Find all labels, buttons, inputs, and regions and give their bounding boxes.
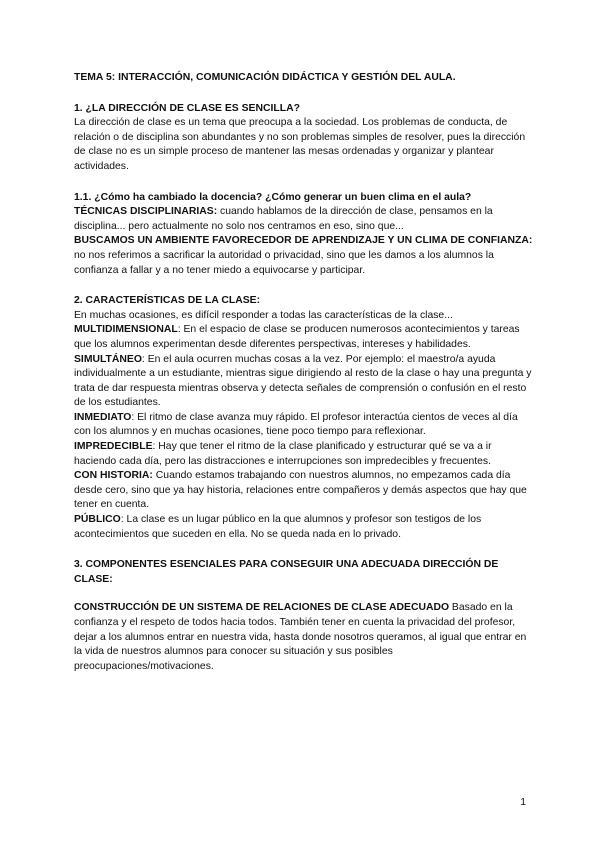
term-label: INMEDIATO: [74, 411, 132, 423]
term-text: : La clase es un lugar público en la que alumnos y profesor son testigos de los acontecimientos que suceden en ella. No se queda nada en lo privado.: [74, 514, 482, 540]
term-label: BUSCAMOS UN AMBIENTE FAVORECEDOR DE APRENDIZAJE Y UN CLIMA DE CONFIANZA:: [74, 235, 533, 247]
term-label: MULTIDIMENSIONAL: [74, 324, 178, 336]
section-3-paragraph-1: [74, 601, 534, 674]
section-1-body: La dirección de clase es un tema que preocupa a la sociedad. Los problemas de conducta, de relación o de disciplina son abundantes y no son problemas simples de resolver, pues la dirección de clase no es un simple proceso de mantener las mesas ordenadas y organizar y plantear actividades.: [74, 117, 526, 172]
term-text: : Hay que tener el ritmo de la clase planificado y estructurar qué se va a ir haciendo cada día, pero las distracciones e interrupciones son impredecibles y frecuentes.: [74, 441, 492, 467]
list-item: [74, 513, 534, 542]
term-label: PÚBLICO: [74, 514, 121, 526]
document-page: [74, 71, 534, 674]
term-text: Cuando estamos trabajando con nuestros alumnos, no empezamos cada día desde cero, sino que ya hay historia, relaciones entre compañeros y demás aspectos que hay que tener en cuenta.: [74, 470, 527, 511]
term-label: CONSTRUCCIÓN DE UN SISTEMA DE RELACIONES DE CLASE ADECUADO: [74, 602, 450, 614]
section-1-heading: 1. ¿LA DIRECCIÓN DE CLASE ES SENCILLA?: [74, 102, 300, 114]
list-item: [74, 353, 534, 411]
term-label: TÉCNICAS DISCIPLINARIAS:: [74, 206, 218, 218]
page-number: 1: [520, 797, 526, 808]
section-1-1-paragraph-1: [74, 205, 534, 234]
term-text: : En el espacio de clase se producen numerosos acontecimientos y tareas que los alumnos experimentan desde diferentes perspectivas, intereses y habilidades.: [74, 324, 520, 350]
term-text: no nos referimos a sacrificar la autoridad o privacidad, sino que les damos a los alumnos la confianza a fallar y a no tener miedo a equivocarse y participar.: [74, 249, 494, 276]
term-text: : El ritmo de clase avanza muy rápido. El profesor interactúa cientos de veces al día con los alumnos y en muchas ocasiones, tiene poco tiempo para reflexionar.: [74, 411, 518, 438]
section-3-heading: 3. COMPONENTES ESENCIALES PARA CONSEGUIR UNA ADECUADA DIRECCIÓN DE CLASE:: [74, 559, 499, 585]
list-item: [74, 323, 534, 352]
list-item: [74, 469, 534, 513]
list-item: [74, 411, 534, 440]
term-text: Basado en la confianza y el respeto de todos hacia todos. También tener en cuenta la privacidad del profesor, dejar a los alumnos entrar en nuestra vida, hasta donde nosotros queramos, al igual que entrar en la vida de nuestros alumnos para conocer su situación y sus posibles preocupaciones/motivaciones.: [74, 602, 527, 672]
term-label: IMPREDECIBLE: [74, 441, 153, 453]
term-text: cuando hablamos de la dirección de clase, pensamos en la disciplina... pero actualmente no solo nos centramos en eso, sino que...: [74, 206, 493, 232]
list-item: [74, 440, 534, 469]
term-label: CON HISTORIA:: [74, 470, 153, 482]
section-2-heading: 2. CARACTERÍSTICAS DE LA CLASE:: [74, 295, 261, 307]
section-2-intro: En muchas ocasiones, es difícil responder a todas las características de la clase...: [74, 309, 453, 321]
document-title: TEMA 5: INTERACCIÓN, COMUNICACIÓN DIDÁCTICA Y GESTIÓN DEL AULA.: [74, 72, 456, 83]
term-label: SIMULTÁNEO: [74, 353, 142, 365]
section-1-1-heading: 1.1. ¿Cómo ha cambiado la docencia? ¿Cómo generar un buen clima en el aula?: [74, 191, 472, 203]
section-1-1-paragraph-2: [74, 234, 534, 278]
term-text: : En el aula ocurren muchas cosas a la vez. Por ejemplo: el maestro/a ayuda individualmente a un estudiante, mientras sigue dirigiendo al resto de la clase o hay una pregunta y trata de dar respuesta mientras observa y detecta señales de comprensión o confusión en el resto de los estudiantes.: [74, 353, 532, 409]
